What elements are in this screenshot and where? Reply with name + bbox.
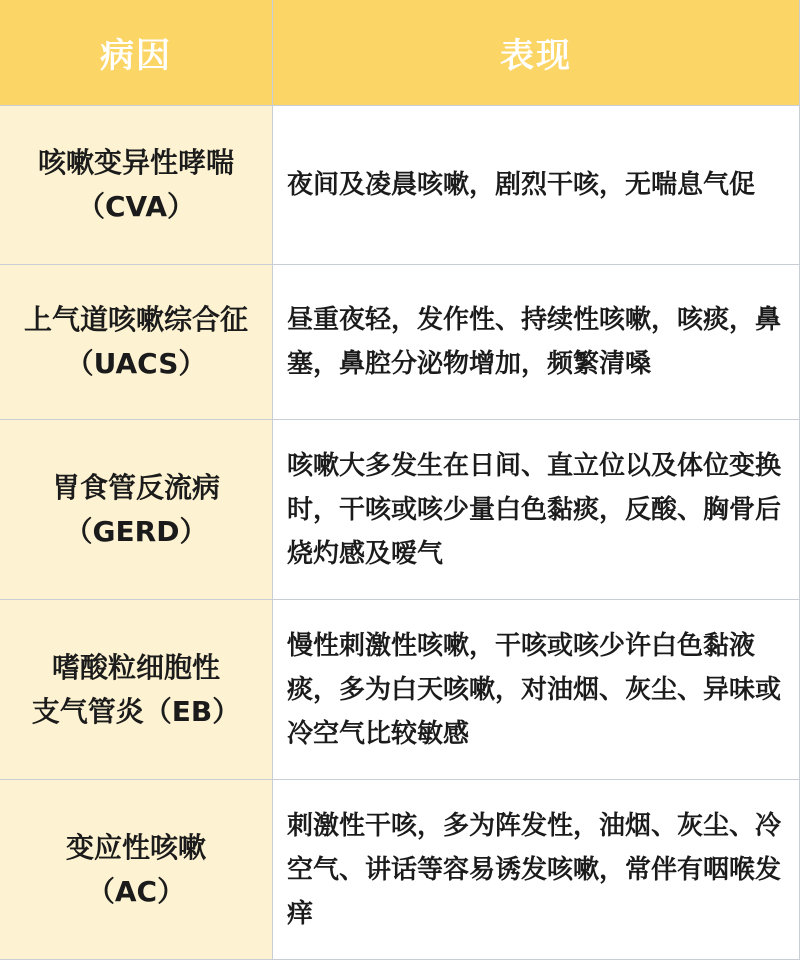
symptoms-cell [273,106,800,265]
symptoms-cell [273,780,800,960]
cause-name: 咳嗽变异性哮喘 [37,146,234,179]
cause-cell [0,780,273,960]
cause-name-2: 支气管炎（EB） [31,694,241,728]
cause-cell [0,106,273,265]
cause-abbr: （AC） [86,874,186,908]
cause-name: 胃食管反流病 [51,470,220,504]
cause-name: 嗜酸粒细胞性 [51,650,220,684]
cause-abbr: （CVA） [77,190,195,223]
symptoms-cell [273,600,800,780]
symptoms-text: 慢性刺激性咳嗽，干咳或咳少许白色黏液痰，多为白天咳嗽，对油烟、灰尘、异味或冷空气比较敏感 [287,630,782,749]
header-cause: 病因 [0,0,273,106]
cause-abbr: （GERD） [64,514,208,548]
symptoms-cell [273,420,800,600]
cause-name: 变应性咳嗽 [65,830,206,864]
cause-cell [0,600,273,780]
cause-abbr: （UACS） [65,347,207,380]
header-symptoms: 表现 [273,0,800,106]
cause-name: 上气道咳嗽综合征 [23,303,248,336]
symptoms-text: 咳嗽大多发生在日间、直立位以及体位变换时，干咳或咳少量白色黏痰，反酸、胸骨后烧灼感及嗳气 [287,450,782,569]
symptoms-text: 夜间及凌晨咳嗽，剧烈干咳，无喘息气促 [287,170,756,200]
cause-cell [0,420,273,600]
symptoms-cell [273,265,800,420]
cause-cell [0,265,273,420]
symptoms-text: 昼重夜轻，发作性、持续性咳嗽，咳痰，鼻塞，鼻腔分泌物增加，频繁清嗓 [287,305,782,379]
symptoms-text: 刺激性干咳，多为阵发性，油烟、灰尘、冷空气、讲话等容易诱发咳嗽，常伴有咽喉发痒 [287,810,782,929]
